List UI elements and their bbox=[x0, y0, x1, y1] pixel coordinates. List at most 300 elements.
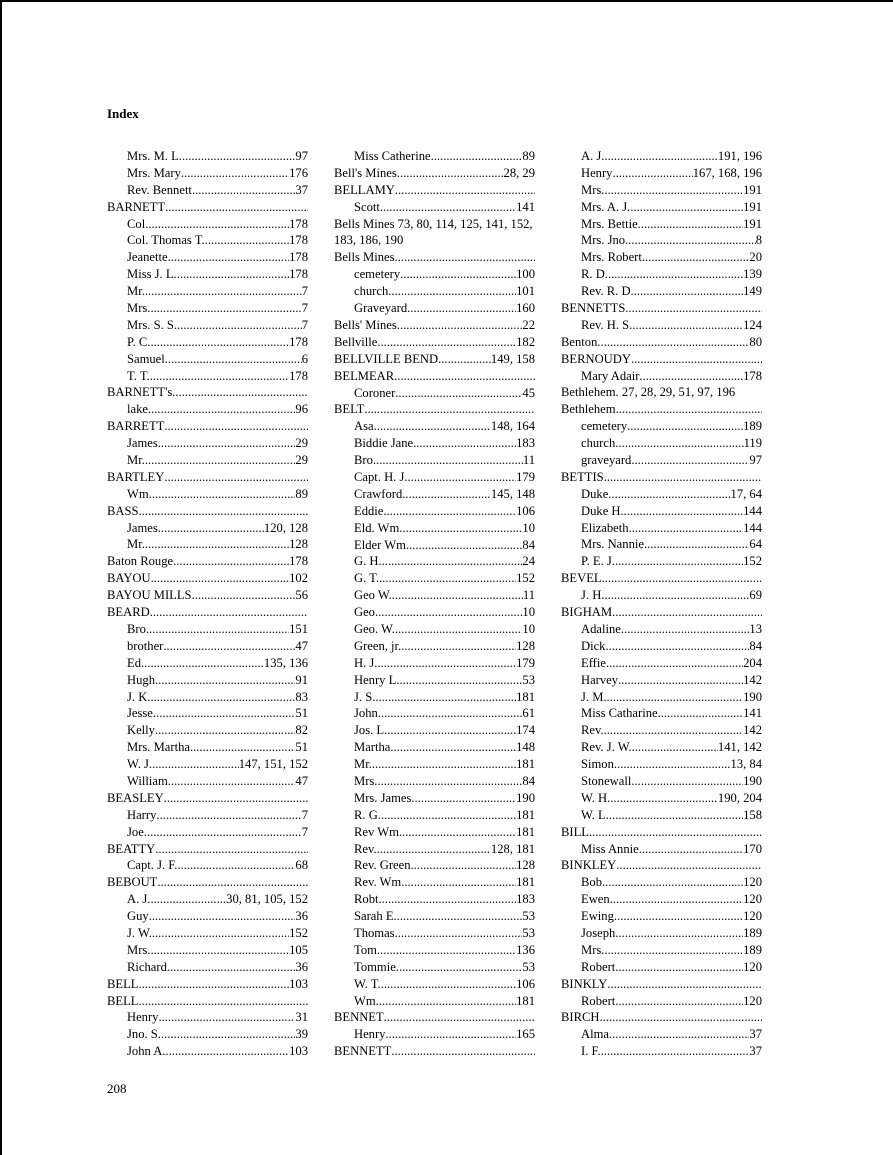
entry-text: A. J. bbox=[127, 892, 151, 907]
entry-text: Martha bbox=[354, 740, 391, 755]
entry-text: Duke H. bbox=[581, 503, 624, 518]
page-references: 84 bbox=[522, 537, 535, 552]
dot-leader bbox=[177, 857, 295, 874]
entry-text: Biddie Jane bbox=[354, 436, 414, 451]
page-references: 100 bbox=[516, 267, 535, 282]
entry-text: Wm. bbox=[354, 993, 379, 1008]
entry-text: BENNETT bbox=[334, 1044, 392, 1059]
entry-text: Jeanette bbox=[127, 250, 168, 265]
index-subentry bbox=[561, 807, 762, 824]
page-references: 103 bbox=[289, 1044, 308, 1059]
entry-text: Mrs. Jno. bbox=[581, 233, 629, 248]
dot-leader bbox=[192, 587, 296, 604]
page-references: 191 bbox=[743, 199, 762, 214]
entry-text: Robt. bbox=[354, 892, 382, 907]
entry-text: G. T. bbox=[354, 571, 380, 586]
entry-text: W. J. bbox=[127, 757, 153, 772]
entry-text: cemetery bbox=[354, 267, 401, 282]
page-references: 181 bbox=[516, 757, 535, 772]
index-entry bbox=[334, 1043, 535, 1060]
index-entry bbox=[561, 351, 762, 368]
index-subentry bbox=[334, 655, 535, 672]
dot-leader bbox=[138, 976, 289, 993]
dot-leader bbox=[602, 874, 743, 891]
page-references: 165 bbox=[516, 1027, 535, 1042]
entry-text: Bells Mines 73, 80, 114, 125, 141, 152, 183, 186, 190 bbox=[334, 216, 533, 248]
entry-text: Miss Catherine bbox=[354, 149, 431, 163]
entry-text: Henry bbox=[127, 1010, 159, 1025]
index-subentry bbox=[561, 452, 762, 469]
index-entry bbox=[334, 351, 535, 368]
index-subentry bbox=[561, 216, 762, 233]
dot-leader bbox=[630, 199, 743, 216]
index-subentry bbox=[334, 503, 535, 520]
index-subentry bbox=[107, 317, 308, 334]
page-references: 190 bbox=[516, 790, 535, 805]
index-subentry bbox=[561, 959, 762, 976]
entry-text: BETTIS bbox=[561, 469, 604, 484]
page-references: 68 bbox=[295, 858, 308, 873]
entry-text: I. F. bbox=[581, 1044, 601, 1059]
page-references: 181 bbox=[516, 875, 535, 890]
dot-leader bbox=[615, 925, 743, 942]
dot-leader bbox=[158, 435, 296, 452]
index-subentry bbox=[561, 368, 762, 385]
index-subentry bbox=[107, 165, 308, 182]
dot-leader bbox=[612, 604, 762, 621]
page-references: 178 bbox=[289, 233, 308, 248]
page-references: 178 bbox=[289, 334, 308, 349]
entry-text: Mrs. Nannie bbox=[581, 537, 644, 552]
dot-leader bbox=[155, 722, 295, 739]
page-references: 142 bbox=[743, 723, 762, 738]
dot-leader bbox=[384, 1009, 535, 1026]
page-references: 103 bbox=[289, 976, 308, 991]
index-subentry bbox=[107, 536, 308, 553]
page-references: 174 bbox=[516, 723, 535, 738]
dot-leader bbox=[606, 655, 743, 672]
dot-leader bbox=[377, 655, 516, 672]
index-subentry bbox=[561, 891, 762, 908]
entry-text: BAYOU bbox=[107, 571, 151, 586]
index-subentry bbox=[107, 807, 308, 824]
page-references: 39 bbox=[295, 1027, 308, 1042]
page-references: 11 bbox=[522, 588, 535, 603]
page-references: 96 bbox=[295, 402, 308, 417]
index-subentry bbox=[334, 689, 535, 706]
page-references: 53 bbox=[522, 926, 535, 940]
index-subentry bbox=[107, 401, 308, 418]
page-references: 17, 64 bbox=[730, 486, 762, 501]
dot-leader bbox=[150, 604, 308, 621]
index-subentry bbox=[107, 638, 308, 655]
index-subentry bbox=[561, 317, 762, 334]
page-references: 51 bbox=[295, 740, 308, 755]
entry-text: Simon bbox=[581, 757, 614, 772]
page-references: 178 bbox=[289, 250, 308, 265]
dot-leader bbox=[155, 672, 295, 689]
entry-text: Miss J. L. bbox=[127, 267, 177, 282]
entry-text: church bbox=[354, 284, 389, 299]
entry-text: Rev. bbox=[354, 841, 377, 856]
index-subentry bbox=[561, 705, 762, 722]
page-references: 29 bbox=[295, 453, 308, 468]
entry-text: Stonewall bbox=[581, 773, 632, 788]
entry-text: T. T. bbox=[127, 368, 150, 383]
index-subentry bbox=[107, 368, 308, 385]
index-subentry bbox=[334, 537, 535, 554]
dot-leader bbox=[395, 249, 535, 266]
dot-leader bbox=[150, 368, 289, 385]
index-subentry bbox=[561, 672, 762, 689]
entry-text: Alma bbox=[581, 1027, 609, 1042]
index-subentry bbox=[107, 486, 308, 503]
entry-text: J. M. bbox=[581, 689, 607, 704]
index-subentry bbox=[561, 655, 762, 672]
entry-text: Mrs. Bettie bbox=[581, 216, 638, 231]
index-subentry bbox=[561, 587, 762, 604]
entry-text: Bro. bbox=[127, 621, 150, 636]
dot-leader bbox=[168, 773, 296, 790]
dot-leader bbox=[150, 891, 226, 908]
dot-leader bbox=[411, 857, 517, 874]
index-subentry bbox=[561, 165, 762, 182]
dot-leader bbox=[167, 959, 296, 976]
page-references: 139 bbox=[743, 267, 762, 282]
page-references: 89 bbox=[522, 149, 535, 163]
page-references: 47 bbox=[295, 773, 308, 788]
entry-text: Mrs. Robert bbox=[581, 250, 642, 265]
page-references: 105 bbox=[289, 942, 308, 957]
entry-text: BEARD bbox=[107, 605, 150, 620]
index-subentry bbox=[107, 959, 308, 976]
dot-leader bbox=[402, 520, 522, 537]
entry-text: J. W. bbox=[127, 925, 152, 940]
page-references: 152 bbox=[743, 554, 762, 569]
entry-text: Coroner bbox=[354, 385, 396, 400]
index-subentry bbox=[334, 739, 535, 756]
index-entry bbox=[107, 418, 308, 435]
dot-leader bbox=[600, 1009, 763, 1026]
dot-leader bbox=[376, 452, 523, 469]
entry-text: Mrs. bbox=[127, 301, 151, 316]
index-subentry bbox=[561, 283, 762, 300]
entry-text: BILL bbox=[561, 824, 589, 839]
page-references: 83 bbox=[295, 689, 308, 704]
page-references: 37 bbox=[749, 1027, 762, 1042]
index-subentry bbox=[107, 908, 308, 925]
dot-leader bbox=[155, 841, 308, 858]
page-references: 178 bbox=[289, 216, 308, 231]
entry-text: BEBOUT bbox=[107, 875, 158, 890]
dot-leader bbox=[379, 993, 516, 1010]
page-references: 145, 148 bbox=[490, 486, 535, 501]
dot-leader bbox=[632, 739, 718, 756]
entry-text: Miss Catharine bbox=[581, 706, 658, 721]
entry-text: John bbox=[354, 706, 378, 721]
index-subentry bbox=[561, 942, 762, 959]
page-references: 183 bbox=[516, 892, 535, 907]
entry-text: BELLAMY bbox=[334, 182, 395, 197]
entry-text: Rev Wm. bbox=[354, 824, 403, 839]
index-subentry bbox=[107, 452, 308, 469]
entry-text: BARTLEY bbox=[107, 469, 165, 484]
page-references: 7 bbox=[301, 824, 308, 839]
dot-leader bbox=[407, 300, 516, 317]
page-references: 53 bbox=[522, 672, 535, 687]
page-references: 11 bbox=[522, 453, 535, 468]
page-references: 144 bbox=[743, 503, 762, 518]
dot-leader bbox=[631, 351, 762, 368]
entry-text: Bethlehem. 27, 28, 29, 51, 97, 196 bbox=[561, 385, 736, 400]
page-references: 148 bbox=[516, 740, 535, 755]
index-column-3 bbox=[561, 148, 762, 1060]
page-references: 136 bbox=[516, 942, 535, 957]
entry-text: Harry bbox=[127, 807, 157, 822]
index-entry bbox=[561, 857, 762, 874]
entry-text: Rev. H. S. bbox=[581, 317, 633, 332]
index-subentry bbox=[107, 689, 308, 706]
dot-leader bbox=[397, 908, 523, 925]
entry-text: Sarah E. bbox=[354, 909, 397, 924]
page-references: 181 bbox=[516, 993, 535, 1008]
page-references: 47 bbox=[295, 638, 308, 653]
entry-text: Graveyard bbox=[354, 301, 408, 316]
index-subentry bbox=[334, 418, 535, 435]
entry-text: graveyard bbox=[581, 453, 632, 468]
dot-leader bbox=[604, 942, 743, 959]
dot-leader bbox=[148, 401, 295, 418]
entry-text: BEVEL bbox=[561, 571, 602, 586]
dot-leader bbox=[151, 570, 289, 587]
dot-leader bbox=[205, 232, 289, 249]
index-subentry bbox=[561, 773, 762, 790]
entry-text: Mr. bbox=[127, 284, 145, 299]
entry-text: Geo W. bbox=[354, 588, 392, 603]
page-references: 20 bbox=[749, 250, 762, 265]
page-references: 101 bbox=[516, 284, 535, 299]
dot-leader bbox=[391, 1043, 535, 1060]
entry-text: BENNET bbox=[334, 1010, 384, 1025]
dot-leader bbox=[644, 536, 749, 553]
index-subentry bbox=[561, 1026, 762, 1043]
page-references: 189 bbox=[743, 942, 762, 957]
page-references: 7 bbox=[301, 284, 308, 299]
page-references: 84 bbox=[522, 773, 535, 788]
page-references: 45 bbox=[522, 385, 535, 400]
index-entry bbox=[334, 216, 535, 250]
entry-text: Geo. W. bbox=[354, 621, 395, 636]
page-references: 7 bbox=[301, 301, 308, 316]
entry-text: W. L. bbox=[581, 807, 609, 822]
dot-leader bbox=[615, 993, 743, 1010]
dot-leader bbox=[627, 418, 743, 435]
dot-leader bbox=[152, 925, 289, 942]
index-subentry bbox=[107, 232, 308, 249]
entry-text: P. E. J. bbox=[581, 554, 615, 569]
page-references: 160 bbox=[516, 301, 535, 316]
page-references: 128 bbox=[516, 858, 535, 873]
index-entry bbox=[561, 384, 762, 401]
index-subentry bbox=[561, 486, 762, 503]
index-subentry bbox=[107, 756, 308, 773]
entry-text: James bbox=[127, 520, 158, 535]
entry-text: Effie bbox=[581, 655, 606, 670]
index-entry bbox=[561, 469, 762, 486]
page-references: 135, 136 bbox=[263, 655, 308, 670]
dot-leader bbox=[377, 942, 516, 959]
page-references: 190 bbox=[743, 689, 762, 704]
index-subentry bbox=[107, 739, 308, 756]
index-subentry bbox=[561, 199, 762, 216]
page-references: 36 bbox=[295, 909, 308, 924]
page-references: 178 bbox=[289, 554, 308, 569]
index-subentry bbox=[334, 199, 535, 216]
index-subentry bbox=[334, 587, 535, 604]
index-subentry bbox=[561, 536, 762, 553]
index-subentry bbox=[561, 232, 762, 249]
page-references: 120 bbox=[743, 909, 762, 924]
index-subentry bbox=[334, 807, 535, 824]
entry-text: Capt. H. J. bbox=[354, 469, 408, 484]
dot-leader bbox=[156, 807, 301, 824]
index-subentry bbox=[561, 638, 762, 655]
page-references: 24 bbox=[522, 554, 535, 569]
index-subentry bbox=[561, 722, 762, 739]
entry-text: P. C. bbox=[127, 334, 151, 349]
entry-text: BARRETT bbox=[107, 419, 165, 434]
page-references: 191, 196 bbox=[717, 149, 762, 163]
dot-leader bbox=[609, 1026, 749, 1043]
entry-text: Rev. Green bbox=[354, 858, 411, 873]
dot-leader bbox=[164, 418, 308, 435]
dot-leader bbox=[642, 249, 750, 266]
index-subentry bbox=[561, 503, 762, 520]
dot-leader bbox=[616, 857, 762, 874]
index-subentry bbox=[334, 925, 535, 942]
index-subentry bbox=[561, 520, 762, 537]
index-subentry bbox=[561, 925, 762, 942]
index-entry bbox=[334, 1009, 535, 1026]
page-references: 37 bbox=[749, 1044, 762, 1059]
entry-text: Mary Adair bbox=[581, 368, 640, 383]
index-subentry bbox=[561, 148, 762, 165]
dot-leader bbox=[615, 435, 743, 452]
entry-text: Bethlehem bbox=[561, 402, 616, 417]
entry-text: BELMEAR bbox=[334, 368, 395, 383]
dot-leader bbox=[615, 553, 743, 570]
index-subentry bbox=[334, 604, 535, 621]
entry-text: Hugh bbox=[127, 672, 155, 687]
entry-text: lake bbox=[127, 402, 148, 417]
index-subentry bbox=[561, 249, 762, 266]
index-subentry bbox=[334, 790, 535, 807]
index-subentry bbox=[334, 148, 535, 165]
entry-text: brother bbox=[127, 638, 164, 653]
entry-text: Robert bbox=[581, 993, 616, 1008]
page-references: 120 bbox=[743, 892, 762, 907]
index-subentry bbox=[561, 1043, 762, 1060]
entry-text: Scott bbox=[354, 199, 380, 214]
entry-text: BARNETT bbox=[107, 199, 166, 214]
index-subentry bbox=[334, 435, 535, 452]
entry-text: Duke bbox=[581, 486, 609, 501]
entry-text: BELT bbox=[334, 402, 365, 417]
dot-leader bbox=[382, 891, 516, 908]
index-entry bbox=[107, 604, 308, 621]
page-references: 141 bbox=[743, 706, 762, 721]
index-subentry bbox=[107, 857, 308, 874]
index-subentry bbox=[561, 689, 762, 706]
dot-leader bbox=[638, 216, 743, 233]
index-subentry bbox=[334, 942, 535, 959]
entry-text: Ed. bbox=[127, 655, 145, 670]
index-subentry bbox=[107, 182, 308, 199]
index-subentry bbox=[334, 283, 535, 300]
dot-leader bbox=[438, 351, 491, 368]
dot-leader bbox=[616, 401, 762, 418]
page-references: 84 bbox=[749, 638, 762, 653]
dot-leader bbox=[621, 621, 750, 638]
entry-text: W. H. bbox=[581, 790, 611, 805]
dot-leader bbox=[177, 266, 289, 283]
dot-leader bbox=[658, 705, 744, 722]
dot-leader bbox=[375, 689, 516, 706]
entry-text: Mrs. Martha bbox=[127, 740, 190, 755]
dot-leader bbox=[177, 317, 302, 334]
dot-leader bbox=[148, 216, 289, 233]
index-subentry bbox=[334, 266, 535, 283]
dot-leader bbox=[629, 520, 744, 537]
page-references: 8 bbox=[755, 233, 762, 248]
dot-leader bbox=[408, 469, 517, 486]
entry-text: Elizabeth bbox=[581, 520, 629, 535]
index-subentry bbox=[107, 334, 308, 351]
entry-text: Richard bbox=[127, 959, 167, 974]
entry-text: Samuel bbox=[127, 351, 165, 366]
index-subentry bbox=[334, 756, 535, 773]
dot-leader bbox=[144, 824, 302, 841]
entry-text: Guy bbox=[127, 909, 149, 924]
dot-leader bbox=[394, 368, 535, 385]
index-subentry bbox=[107, 722, 308, 739]
dot-leader bbox=[624, 503, 743, 520]
dot-leader bbox=[395, 621, 522, 638]
entry-text: Mr. bbox=[127, 453, 145, 468]
dot-leader bbox=[607, 976, 762, 993]
page-references: 149 bbox=[743, 284, 762, 299]
entry-text: Mrs. A. J. bbox=[581, 199, 631, 214]
entry-text: Ewing bbox=[581, 909, 614, 924]
index-subentry bbox=[334, 520, 535, 537]
dot-leader bbox=[377, 841, 491, 858]
page-references: 106 bbox=[516, 976, 535, 991]
index-subentry bbox=[334, 993, 535, 1010]
page-references: 69 bbox=[749, 588, 762, 603]
dot-leader bbox=[378, 604, 522, 621]
entry-text: Harvey bbox=[581, 672, 619, 687]
page-references: 10 bbox=[522, 621, 535, 636]
dot-leader bbox=[380, 199, 516, 216]
index-subentry bbox=[561, 874, 762, 891]
index-subentry bbox=[334, 570, 535, 587]
entry-text: William bbox=[127, 773, 168, 788]
index-subentry bbox=[334, 553, 535, 570]
entry-text: Joe bbox=[127, 824, 144, 839]
entry-text: Rev. J. W. bbox=[581, 740, 632, 755]
index-subentry bbox=[334, 891, 535, 908]
dot-leader bbox=[628, 232, 755, 249]
